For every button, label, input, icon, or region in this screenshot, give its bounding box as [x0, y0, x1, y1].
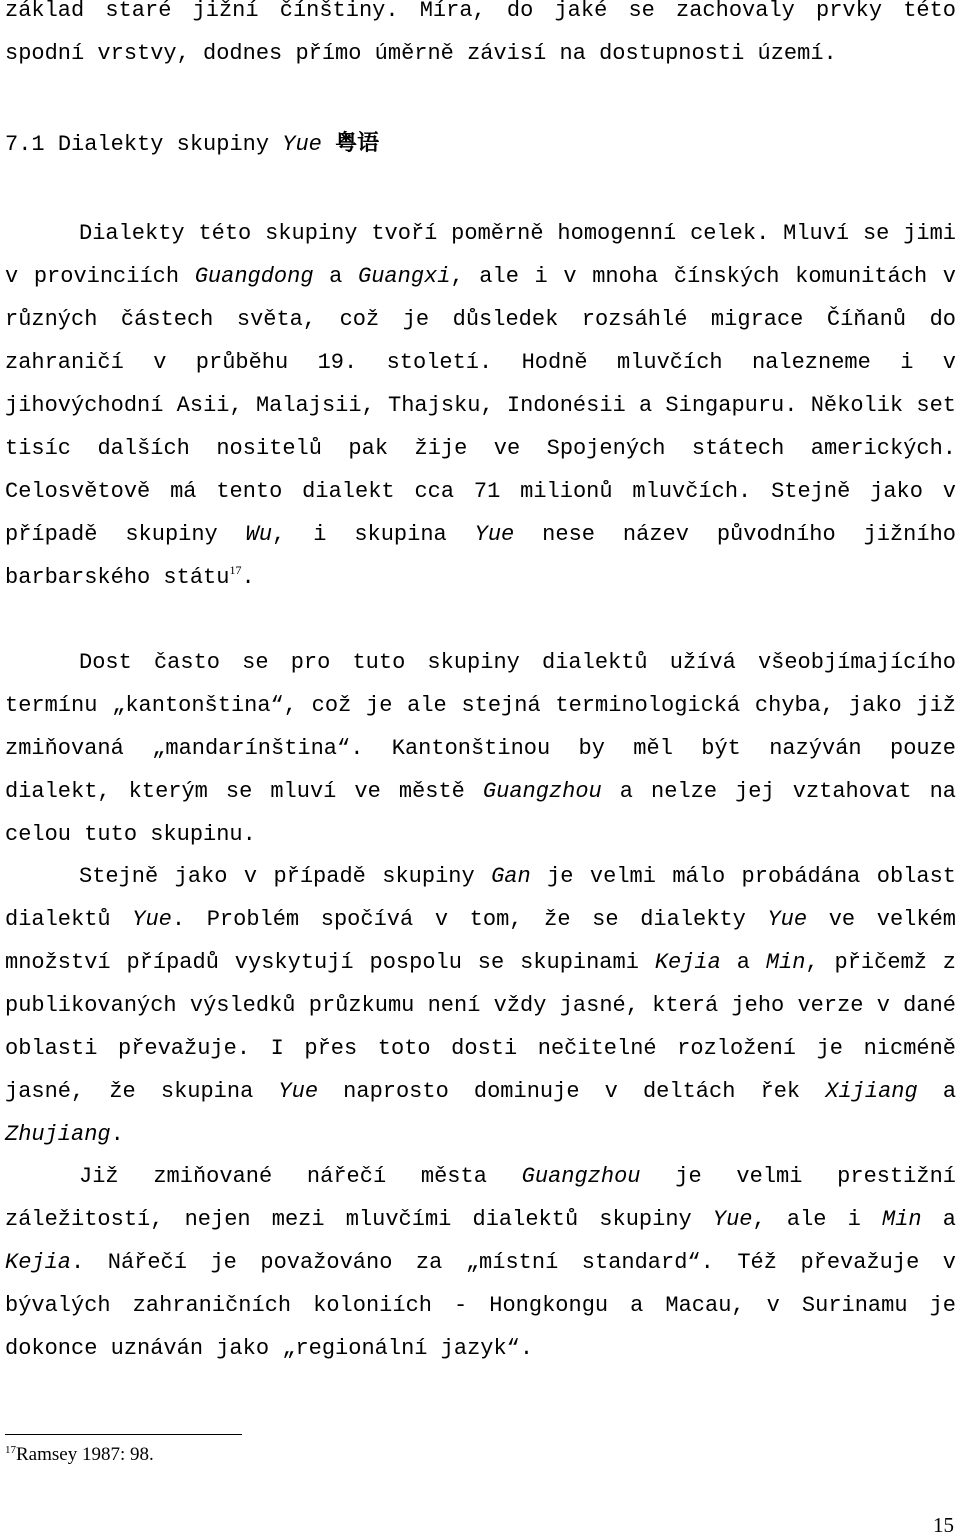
intro-paragraph: základ staré jižní čínštiny. Míra, do jaké se zachovaly prvky této spodní vrstvy, dodnes přímo úměrně závisí na dostupnosti území.	[5, 0, 956, 66]
page-number: 15	[933, 1513, 954, 1537]
section-heading	[5, 122, 379, 166]
paragraph-research: Stejně jako v případě skupiny Gan je velmi málo probádána oblast dialektů Yue. Problém spočívá v tom, že se dialekty Yue ve velkém množství případů vyskytují pospolu se skupinami Kejia a Min, přičemž z publikovaných výsledků průzkumu není vždy jasné, která jeho verze v dané oblasti převažuje. I přes toto dosti nečitelné rozložení je nicméně jasné, že skupina Yue naprosto dominuje v deltách řek Xijiang a Zhujiang.	[5, 864, 957, 1147]
footnote	[5, 1440, 154, 1470]
footnote-ref[interactable]: 17	[229, 563, 242, 577]
heading-title: Dialekty skupiny	[57, 132, 270, 157]
heading-number: 7.1	[5, 132, 45, 157]
paragraph-yue-overview: Dialekty této skupiny tvoří poměrně homogenní celek. Mluví se jimi v provinciích Guangdong a Guangxi, ale i v mnoha čínských komunitách v různých částech světa, což je důsledek rozsáhlé migrace Číňanů do zahraničí v průběhu 19. století. Hodně mluvčích nalezneme i v jihovýchodní Asii, Malajsii, Thajsku, Indonésii a Singapuru. Několik set tisíc dalších nositelů pak žije ve Spojených státech amerických. Celosvětově má tento dialekt cca 71 milionů mluvčích. Stejně jako v případě skupiny Wu, i skupina Yue nese název původního jižního barbarského státu$^{17}$.	[5, 221, 956, 590]
footnote-text: Ramsey 1987: 98.	[16, 1444, 154, 1465]
heading-chinese: 粤语	[335, 131, 380, 156]
heading-term: Yue	[282, 132, 322, 157]
paragraph-cantonese-term: Dost často se pro tuto skupiny dialektů užívá všeobjímajícího termínu „kantonština“, což je ale stejná terminologická chyba, jako již zmiňovaná „mandarínština“. Kantonštinou by měl být nazýván pouze dialekt, kterým se mluví ve městě Guangzhou a nelze jej vztahovat na celou tuto skupinu.	[5, 650, 957, 847]
paragraph-guangzhou-standard: Již zmiňované nářečí města Guangzhou je velmi prestižní záležitostí, nejen mezi mluvčími dialektů skupiny Yue, ale i Min a Kejia. Nářečí je považováno za „místní standard“. Též převažuje v bývalých zahraničních koloniích - Hongkongu a Macau, v Surinamu je dokonce uznáván jako „regionální jazyk“.	[5, 1164, 957, 1361]
footnote-separator	[5, 1434, 242, 1435]
footnote-number: 17	[5, 1444, 16, 1456]
